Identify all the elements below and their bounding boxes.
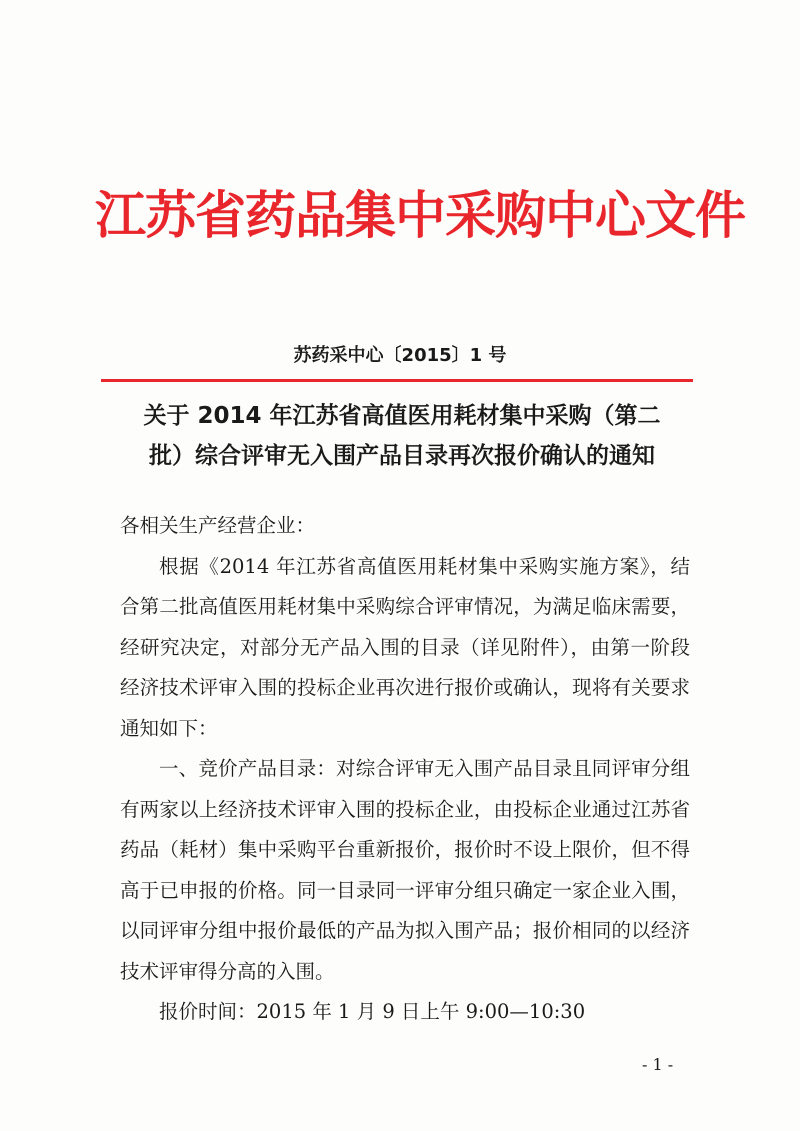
document-body <box>120 506 690 1033</box>
paragraph-background: 根据《2014 年江苏省高值医用耗材集中采购实施方案》，结合第二批高值医用耗材集中采购综合评审情况，为满足临床需要，经研究决定，对部分无产品入围的目录（详见附件），由第一阶段经济技术评审入围的投标企业再次进行报价或确认，现将有关要求通知如下： <box>120 554 690 740</box>
red-divider-line <box>101 379 693 382</box>
document-title-line-1: 关于 2014 年江苏省高值医用耗材集中采购（第二 <box>143 403 661 429</box>
paragraph-quote-time: 报价时间：2015 年 1 月 9 日上午 9:00—10:30 <box>159 1000 586 1023</box>
agency-header-title: 江苏省药品集中采购中心文件 <box>95 187 746 246</box>
paragraph-section-one: 一、竞价产品目录：对综合评审无入围产品目录且同评审分组有两家以上经济技术评审入围的投标企业，由投标企业通过江苏省药品（耗材）集中采购平台重新报价，报价时不设上限价，但不得高于已申报的价格。同一目录同一评审分组只确定一家企业入围，以同评审分组中报价最低的产品为拟入围产品；报价相同的以经济技术评审得分高的入围。 <box>120 757 690 983</box>
page-number: - 1 - <box>642 1055 674 1074</box>
document-title <box>112 396 692 476</box>
document-title-line-2: 批）综合评审无入围产品目录再次报价确认的通知 <box>149 443 655 469</box>
document-number: 苏药采中心〔2015〕1 号 <box>293 345 507 366</box>
salutation: 各相关生产经营企业： <box>120 514 316 537</box>
